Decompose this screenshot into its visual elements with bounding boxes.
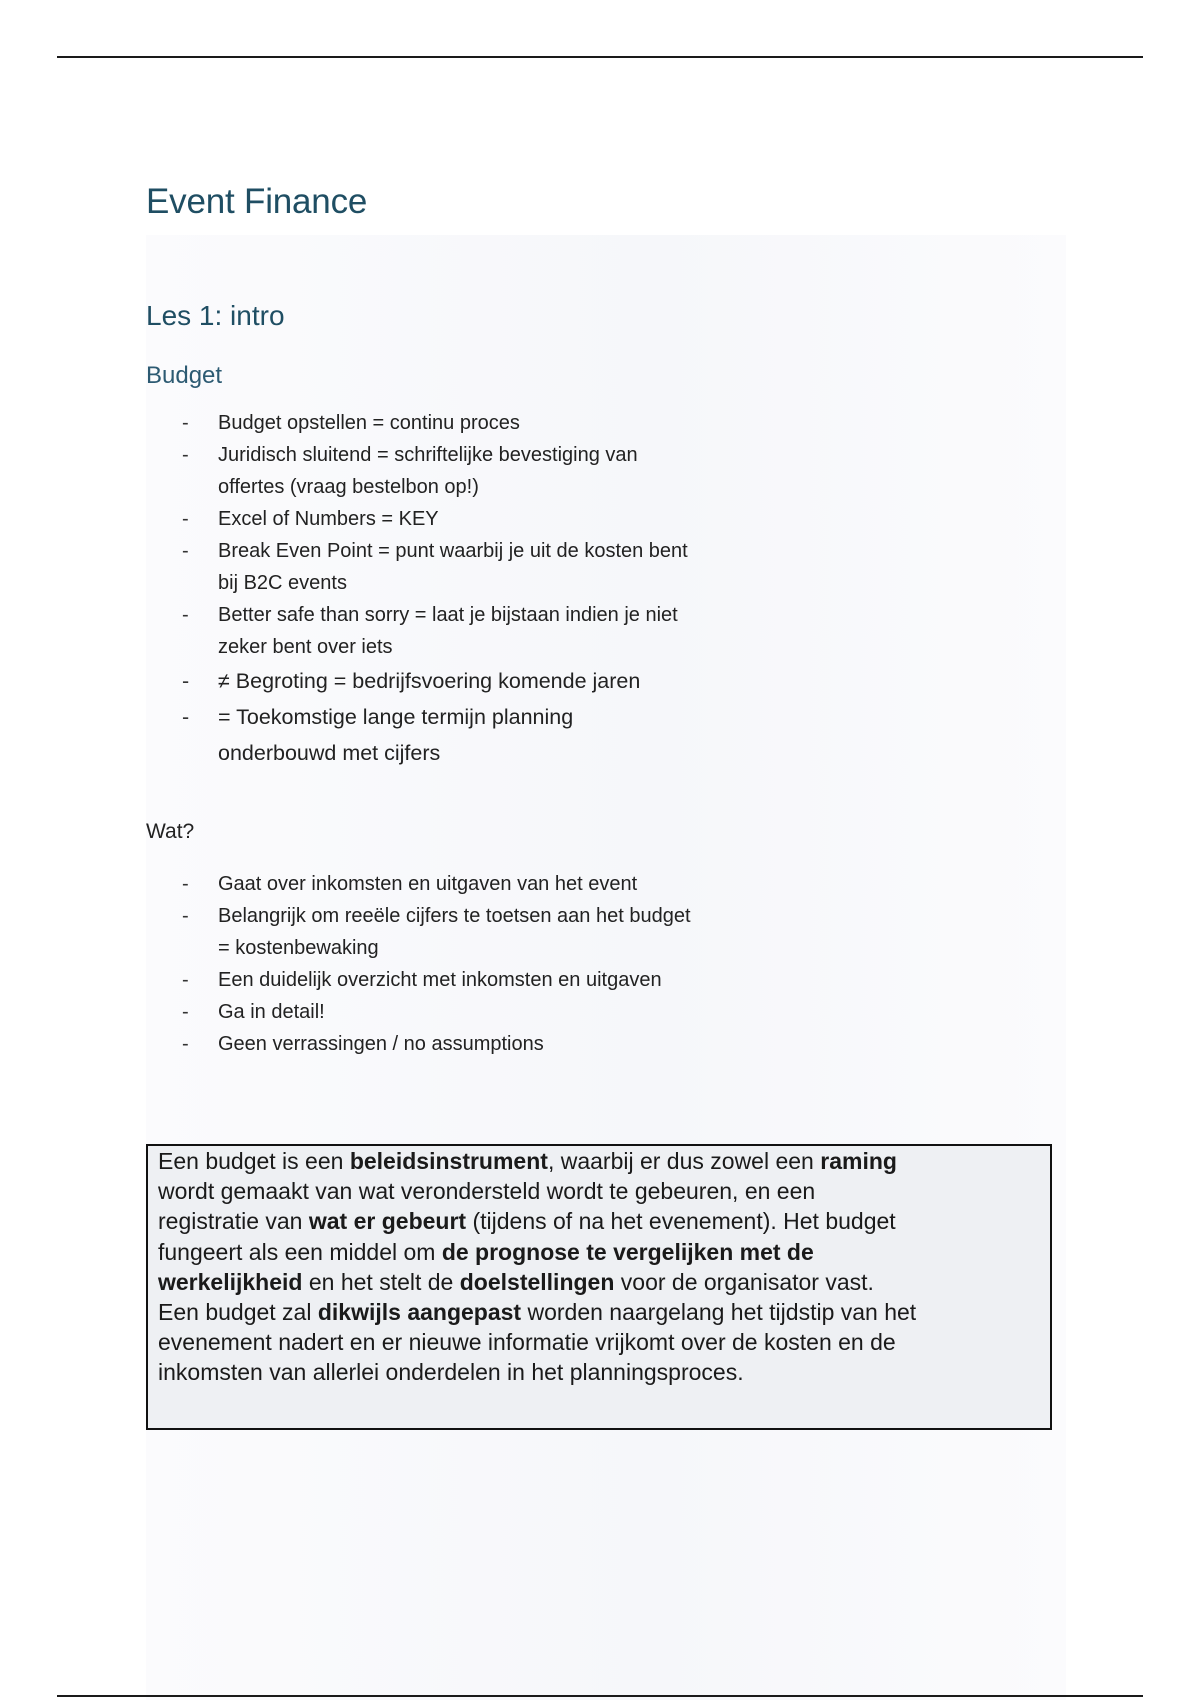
- section-heading: Budget: [146, 362, 223, 389]
- page-title: Event Finance: [146, 182, 368, 221]
- list-item: - Excel of Numbers = KEY: [146, 503, 846, 535]
- lesson-heading: Les 1: intro: [146, 300, 285, 331]
- list-item: - Break Even Point = punt waarbij je uit de kosten bent bij B2C events: [146, 535, 846, 599]
- top-rule: [57, 56, 1143, 58]
- wat-label: Wat?: [146, 820, 195, 843]
- definition-text: Een budget is een beleidsinstrument, waarbij er dus zowel een raming wordt gemaakt van wat verondersteld wordt te gebeuren, en een registratie van wat er gebeurt (tijdens of na het evenement). Het budget fungeert als een middel om de prognose te vergelijken met de werkelijkheid en het stelt de doelstellingen voor de organisator vast. Een budget zal dikwijls aangepast worden naargelang het tijdstip van het evenement nadert en er nieuwe informatie vrijkomt over de kosten en de inkomsten van allerlei onderdelen in het planningsproces.: [158, 1148, 917, 1386]
- list-item: - Ga in detail!: [146, 996, 846, 1028]
- list-item: - Budget opstellen = continu proces: [146, 407, 846, 439]
- list-item: - Gaat over inkomsten en uitgaven van het event: [146, 868, 846, 900]
- list-item: - Better safe than sorry = laat je bijstaan indien je niet zeker bent over iets: [146, 599, 846, 663]
- list-item: - Juridisch sluitend = schriftelijke bevestiging van offertes (vraag bestelbon op!): [146, 439, 846, 503]
- list-item: - Belangrijk om reeële cijfers te toetsen aan het budget = kostenbewaking: [146, 900, 846, 964]
- budget-list: [146, 407, 846, 771]
- wat-list: [146, 868, 846, 1060]
- list-item: - Een duidelijk overzicht met inkomsten en uitgaven: [146, 964, 846, 996]
- definition-box: [146, 1144, 1052, 1430]
- list-item: - = Toekomstige lange termijn planning onderbouwd met cijfers: [146, 699, 846, 771]
- bottom-rule: [57, 1695, 1143, 1697]
- list-item: - Geen verrassingen / no assumptions: [146, 1028, 846, 1060]
- list-item: - ≠ Begroting = bedrijfsvoering komende jaren: [146, 663, 846, 699]
